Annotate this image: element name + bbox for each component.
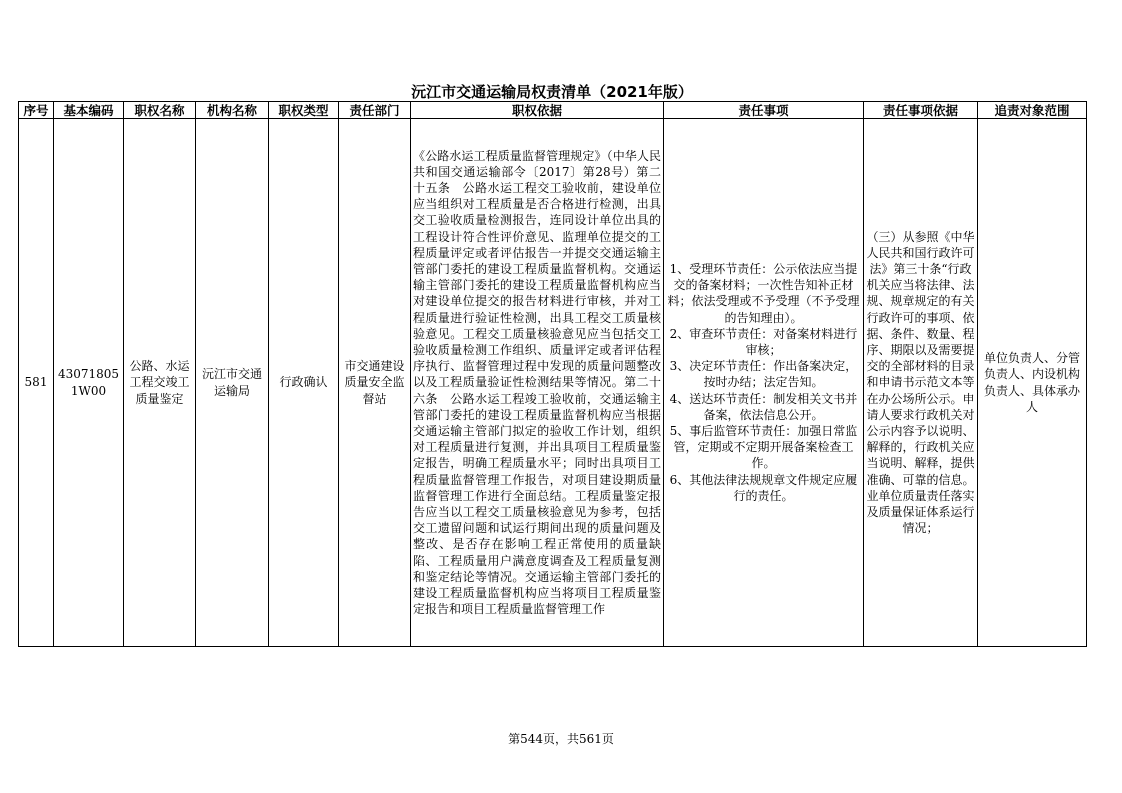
cell-seq: 581	[19, 119, 54, 647]
cell-org-name: 沅江市交通运输局	[196, 119, 269, 647]
header-seq: 序号	[19, 102, 54, 119]
table-row	[19, 119, 1087, 647]
header-power-type: 职权类型	[269, 102, 339, 119]
cell-basis: 《公路水运工程质量监督管理规定》（中华人民共和国交通运输部令〔2017〕第28号）第二十五条 公路水运工程交工验收前，建设单位应当组织对工程质量是否合格进行检测，出具交工验收质量检测报告，连同设计单位出具的工程设计符合性评价意见、监理单位提交的工程质量评定或者评估报告一并提交交通运输主管部门委托的建设工程质量监督机构。交通运输主管部门委托的建设工程质量监督机构应当对建设单位提交的报告材料进行审核，并对工程质量进行验证性检测，出具工程交工质量核验意见。工程交工质量核验意见应当包括交工验收质量检测工作组织、质量评定或者评估程序执行、监督管理过程中发现的质量问题整改以及工程质量验证性检测结果等情况。第二十六条 公路水运工程竣工验收前，交通运输主管部门委托的建设工程质量监督机构应当根据交通运输主管部门拟定的验收工作计划，组织对工程质量进行复测，并出具项目工程质量鉴定报告，明确工程质量水平；同时出具项目工程质量监督管理工作报告，对项目建设期质量监督管理工作进行全面总结。工程质量鉴定报告应当以工程交工质量核验意见为参考，包括交工遗留问题和试运行期间出现的质量问题及整改、是否存在影响工程正常使用的质量缺陷、工程质量用户满意度调查及工程质量复测和鉴定结论等情况。交通运输主管部门委托的建设工程质量监督机构应当将项目工程质量鉴定报告和项目工程质量监督管理工作	[411, 119, 664, 647]
cell-power-type: 行政确认	[269, 119, 339, 647]
cell-code: 430718051W00	[54, 119, 124, 647]
page-footer: 第544页，共561页	[508, 732, 614, 746]
matter-item: 3、决定环节责任：作出备案决定，按时办结；法定告知。	[669, 359, 858, 390]
cell-matters-basis: （三）从参照《中华人民共和国行政许可法》第三十条“行政机关应当将法律、法规、规章规定的有关行政许可的事项、依据、条件、数量、程序、期限以及需要提交的全部材料的目录和申请书示范文本等在办公场所公示。申请人要求行政机关对公示内容予以说明、解释的，行政机关应当说明、解释，提供准确、可靠的信息。业单位质量责任落实及质量保证体系运行情况；	[864, 119, 978, 647]
header-row	[19, 102, 1087, 119]
matter-item: 1、受理环节责任：公示依法应当提交的备案材料；一次性告知补正材料；依法受理或不予受理（不予受理的告知理由）。	[667, 261, 860, 325]
cell-matters	[664, 119, 864, 647]
page-title: 沅江市交通运输局权责清单（2021年版）	[411, 83, 693, 101]
responsibility-table	[18, 101, 1087, 647]
matter-item: 4、送达环节责任：制发相关文书并备案，依法信息公开。	[669, 391, 858, 422]
header-matters: 责任事项	[664, 102, 864, 119]
matter-item: 2、审查环节责任：对备案材料进行审核；	[669, 326, 858, 357]
cell-power-name: 公路、水运工程交竣工质量鉴定	[124, 119, 196, 647]
cell-accountability: 单位负责人、分管负责人、内设机构负责人、具体承办人	[978, 119, 1087, 647]
matter-item: 6、其他法律法规规章文件规定应履行的责任。	[669, 472, 858, 503]
header-basis: 职权依据	[411, 102, 664, 119]
header-matters-basis: 责任事项依据	[864, 102, 978, 119]
matter-item: 5、事后监管环节责任：加强日常监管，定期或不定期开展备案检查工作。	[669, 424, 858, 471]
header-org-name: 机构名称	[196, 102, 269, 119]
header-accountability: 追责对象范围	[978, 102, 1087, 119]
cell-dept: 市交通建设质量安全监督站	[339, 119, 411, 647]
header-code: 基本编码	[54, 102, 124, 119]
header-dept: 责任部门	[339, 102, 411, 119]
header-power-name: 职权名称	[124, 102, 196, 119]
